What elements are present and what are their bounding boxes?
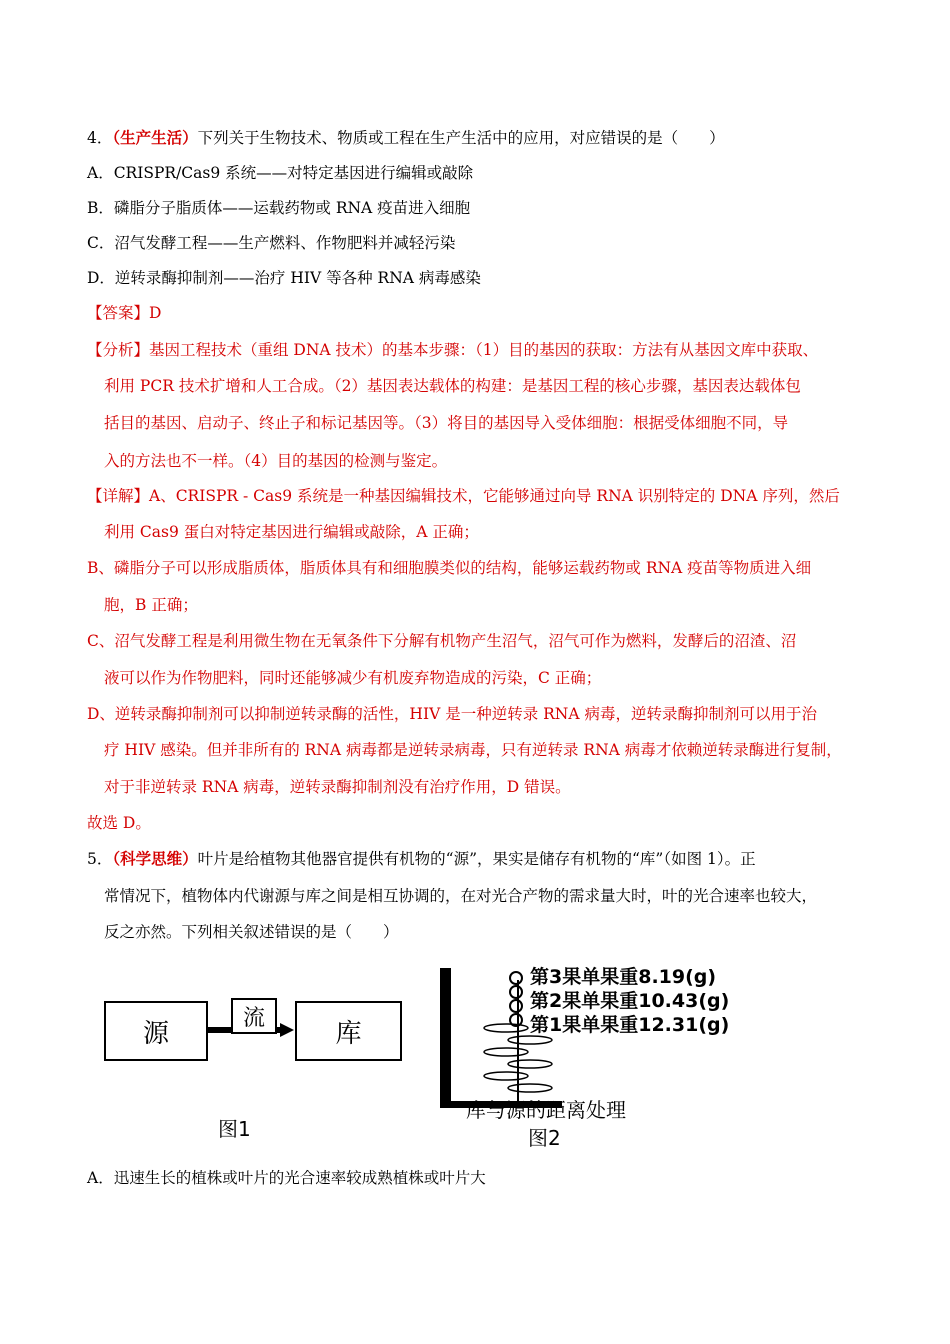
q4-detail-line: B、磷脂分子可以形成脂质体，脂质体具有和细胞膜类似的结构，能够运载药物或 RNA 疫苗等物质进入细 <box>87 559 812 577</box>
q5-stem-line: 反之亦然。下列相关叙述错误的是（ ） <box>104 923 399 941</box>
q4-number: 4． <box>87 129 113 147</box>
q4-detail-line: 对于非逆转录 RNA 病毒，逆转录酶抑制剂没有治疗作用，D 错误。 <box>104 778 571 796</box>
q5-stem <box>87 849 756 869</box>
q4-detail-line: 【详解】A、CRISPR - Cas9 系统是一种基因编辑技术，它能够通过向导 RNA 识别特定的 DNA 序列，然后 <box>87 487 840 505</box>
q4-detail-line: 疗 HIV 感染。但并非所有的 RNA 病毒都是逆转录病毒，只有逆转录 RNA 病毒才依赖逆转录酶进行复制， <box>104 741 842 759</box>
q4-detail-line: D、逆转录酶抑制剂可以抑制逆转录酶的活性，HIV 是一种逆转录 RNA 病毒，逆转录酶抑制剂可以用于治 <box>87 705 817 723</box>
q4-answer: 【答案】D <box>87 304 162 322</box>
q4-analysis-line: 括目的基因、启动子、终止子和标记基因等。（3）将目的基因导入受体细胞：根据受体细胞不同，导 <box>104 414 789 432</box>
q5-number: 5． <box>87 850 113 868</box>
q4-analysis-line: 利用 PCR 技术扩增和人工合成。（2）基因表达载体的构建：是基因工程的核心步骤，基因表达载体包 <box>104 377 801 395</box>
figure-1 <box>100 995 410 1145</box>
q4-option-c: C．沼气发酵工程——生产燃料、作物肥料并减轻污染 <box>87 234 456 252</box>
q5-stem-line: 常情况下，植物体内代谢源与库之间是相互协调的，在对光合产物的需求量大时，叶的光合速率也较大， <box>104 887 818 905</box>
figure-1-caption: 图1 <box>218 1117 251 1141</box>
q4-detail-line: C、沼气发酵工程是利用微生物在无氧条件下分解有机物产生沼气，沼气可作为燃料，发酵后的沼渣、沼 <box>87 632 797 650</box>
figure-2-caption: 图2 <box>528 1126 561 1150</box>
q4-option-b: B．磷脂分子脂质体——运载药物或 RNA 疫苗进入细胞 <box>87 199 471 217</box>
q4-tag: （生产生活） <box>112 128 198 147</box>
q4-detail-line: 液可以作为作物肥料，同时还能够减少有机废弃物造成的污染，C 正确； <box>104 669 602 687</box>
source-box: 源 <box>104 1001 208 1061</box>
q5-option-a: A．迅速生长的植株或叶片的光合速率较成熟植株或叶片大 <box>87 1169 486 1187</box>
q4-analysis-line: 【分析】基因工程技术（重组 DNA 技术）的基本步骤：（1）目的基因的获取：方法有从基因文库中获取、 <box>87 341 819 359</box>
q4-stem-text: 下列关于生物技术、物质或工程在生产生活中的应用，对应错误的是（ ） <box>197 129 725 147</box>
fruit-1-weight-label: 第1果单果重12.31(g) <box>530 1014 730 1036</box>
q5-stem-text: 叶片是给植物其他器官提供有机物的“源”，果实是储存有机物的“库”（如图 1）。正 <box>197 850 756 868</box>
fruit-2-weight-label: 第2果单果重10.43(g) <box>530 990 730 1012</box>
flow-label: 流 <box>231 998 277 1034</box>
q4-option-d: D．逆转录酶抑制剂——治疗 HIV 等各种 RNA 病毒感染 <box>87 269 481 287</box>
figure-2 <box>430 960 770 1155</box>
fruit-3-weight-label: 第3果单果重8.19(g) <box>530 966 717 988</box>
figure-2-subtitle: 库与源的距离处理 <box>466 1098 626 1122</box>
q4-detail-line: 利用 Cas9 蛋白对特定基因进行编辑或敲除，A 正确； <box>104 523 479 541</box>
q4-conclusion: 故选 D。 <box>87 814 151 832</box>
q4-detail-line: 胞，B 正确； <box>104 596 198 614</box>
q4-option-a: A．CRISPR/Cas9 系统——对特定基因进行编辑或敲除 <box>87 164 474 182</box>
q4-analysis-line: 入的方法也不一样。（4）目的基因的检测与鉴定。 <box>104 452 448 470</box>
q5-tag: （科学思维） <box>112 849 198 868</box>
sink-box: 库 <box>295 1001 402 1061</box>
q4-stem <box>87 128 725 148</box>
